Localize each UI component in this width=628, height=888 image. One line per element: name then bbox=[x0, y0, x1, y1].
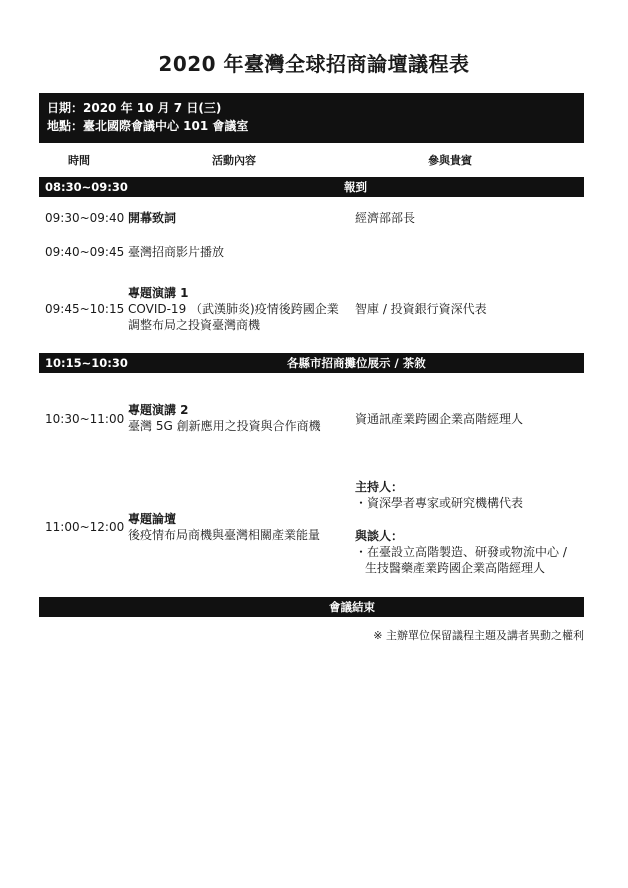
panel-line: 後疫情布局商機與臺灣相關產業能量 bbox=[128, 528, 321, 542]
panel-title: 專題論壇 bbox=[128, 512, 177, 526]
disclaimer-note: ※ 主辦單位保留議程主題及講者異動之權利 bbox=[373, 629, 584, 642]
panelist-line: 生技醫藥產業跨國企業高階經理人 bbox=[365, 561, 546, 575]
panel-panelists bbox=[355, 528, 567, 576]
moderator-text: ・資深學者專家或研究機構代表 bbox=[355, 496, 524, 510]
session-title: 開幕致詞 bbox=[128, 211, 177, 225]
session-title: 專題演講 2 bbox=[128, 403, 189, 417]
registration-label: 報到 bbox=[344, 180, 367, 194]
break-label: 各縣市招商攤位展示 / 茶敘 bbox=[287, 356, 426, 370]
column-header-activity: 活動內容 bbox=[212, 154, 256, 167]
event-venue: 地點：臺北國際會議中心 101 會議室 bbox=[47, 119, 249, 133]
event-info-bar bbox=[39, 93, 584, 143]
session-guest bbox=[355, 411, 523, 427]
closing-label: 會議結束 bbox=[329, 600, 375, 614]
session-title: 專題演講 1 bbox=[128, 286, 189, 300]
session-time: 10:30~11:00 bbox=[45, 412, 125, 426]
session-guest-text: 經濟部部長 bbox=[355, 211, 416, 225]
column-header-time: 時間 bbox=[68, 154, 90, 167]
page-title: 2020 年臺灣全球招商論壇議程表 bbox=[158, 52, 470, 76]
session-line: 調整布局之投資臺灣商機 bbox=[128, 318, 261, 332]
registration-bar bbox=[39, 177, 584, 197]
session-time: 09:30~09:40 bbox=[45, 211, 125, 225]
session-topic bbox=[128, 402, 321, 434]
panelist-label: 與談人： bbox=[355, 529, 404, 543]
panelist-line: ・在臺設立高階製造、研發或物流中心 / bbox=[355, 545, 567, 559]
session-line: COVID-19 （武漢肺炎)疫情後跨國企業 bbox=[128, 302, 339, 316]
session-topic bbox=[128, 210, 176, 226]
column-header-guests: 參與貴賓 bbox=[428, 154, 472, 167]
event-date: 日期：2020 年 10 月 7 日(三) bbox=[47, 101, 222, 115]
session-text: 臺灣招商影片播放 bbox=[128, 245, 225, 259]
break-time: 10:15~10:30 bbox=[45, 356, 128, 370]
registration-time: 08:30~09:30 bbox=[45, 180, 128, 194]
session-guest bbox=[355, 210, 415, 226]
break-bar bbox=[39, 353, 584, 373]
panel-topic bbox=[128, 511, 320, 543]
session-guest bbox=[355, 301, 487, 317]
session-guest-text: 智庫 / 投資銀行資深代表 bbox=[355, 302, 487, 316]
session-guest-text: 資通訊產業跨國企業高階經理人 bbox=[355, 412, 524, 426]
session-topic bbox=[128, 285, 339, 333]
session-time: 09:45~10:15 bbox=[45, 302, 125, 316]
moderator-label: 主持人： bbox=[355, 480, 404, 494]
session-line: 臺灣 5G 創新應用之投資與合作商機 bbox=[128, 419, 321, 433]
panel-moderator bbox=[355, 479, 523, 511]
session-time: 09:40~09:45 bbox=[45, 245, 125, 259]
panel-time: 11:00~12:00 bbox=[45, 520, 125, 534]
closing-bar bbox=[39, 597, 584, 617]
session-topic bbox=[128, 244, 224, 260]
